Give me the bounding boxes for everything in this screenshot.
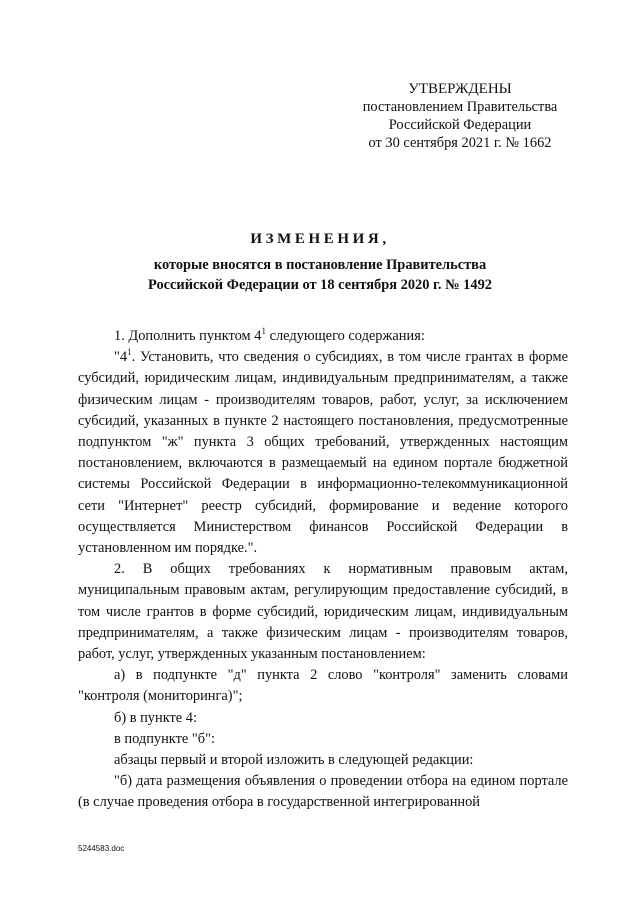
paragraph-2-text-end: . Установить, что сведения о субсидиях, в том числе грантах в форме субсидий, юридическим лицам, индивидуальным предпринимателям, а также физическим лицам - производителям товаров, работ, услуг, за исключением субсидий, указанных в пункте 2 настоящего постановления, предусмотренные подпунктом "ж" пункта 3 общих требований, утвержденных настоящим постановлением, включаются в размещаемый на едином портале бюджетной системы Российской Федерации в информационно-телекоммуникационной сети "Интернет" реестр субсидий, формирование и ведение которого осуществляется Министерством финансов Российской Федерации в установленном им порядке.".	[78, 349, 568, 557]
paragraph-6: в подпункте "б":	[114, 730, 215, 747]
approval-line-1: постановлением Правительства	[362, 99, 558, 115]
paragraph-5: б) в пункте 4:	[114, 709, 197, 726]
paragraph-2-text: "4	[114, 349, 128, 366]
approval-line-3: от 30 сентября 2021 г. № 1662	[368, 135, 552, 151]
paragraph-1-text-end: следующего содержания:	[265, 328, 425, 344]
approval-heading: УТВЕРЖДЕНЫ	[408, 81, 512, 97]
paragraph-1	[78, 326, 568, 347]
paragraph-1-text: 1. Дополнить пунктом 4	[114, 328, 262, 344]
paragraph-8: "б) дата размещения объявления о проведении отбора на едином портале (в случае проведения отбора в государственной интегрированной	[78, 773, 568, 811]
paragraph-3: 2. В общих требованиях к нормативным правовым актам, муниципальным правовым актам, регулирующим предоставление субсидий, в том числе грантов в форме субсидий, юридическим лицам, индивидуальным предпринимателям, а также физическим лицам - производителям товаров, работ, услуг, утвержденных указанным постановлением:	[78, 561, 568, 663]
document-body	[78, 326, 568, 814]
approval-line-2: Российской Федерации	[388, 117, 532, 133]
document-subtitle-line-2: Российской Федерации от 18 сентября 2020 г. № 1492	[148, 276, 492, 293]
paragraph-1-superscript: 1	[261, 326, 266, 337]
approval-block	[330, 80, 590, 152]
document-title-block	[60, 229, 580, 295]
paragraph-7: абзацы первый и второй изложить в следующей редакции:	[114, 752, 474, 769]
paragraph-2	[78, 347, 568, 559]
document-subtitle	[60, 256, 580, 295]
document-file-id: 5244583.doc	[78, 844, 125, 853]
paragraph-2-superscript: 1	[127, 347, 132, 358]
document-title: ИЗМЕНЕНИЯ,	[250, 231, 390, 247]
document-subtitle-line-1: которые вносятся в постановление Правительства	[153, 257, 487, 273]
paragraph-4: а) в подпункте "д" пункта 2 слово "контроля" заменить словами "контроля (мониторинга)";	[78, 667, 568, 705]
